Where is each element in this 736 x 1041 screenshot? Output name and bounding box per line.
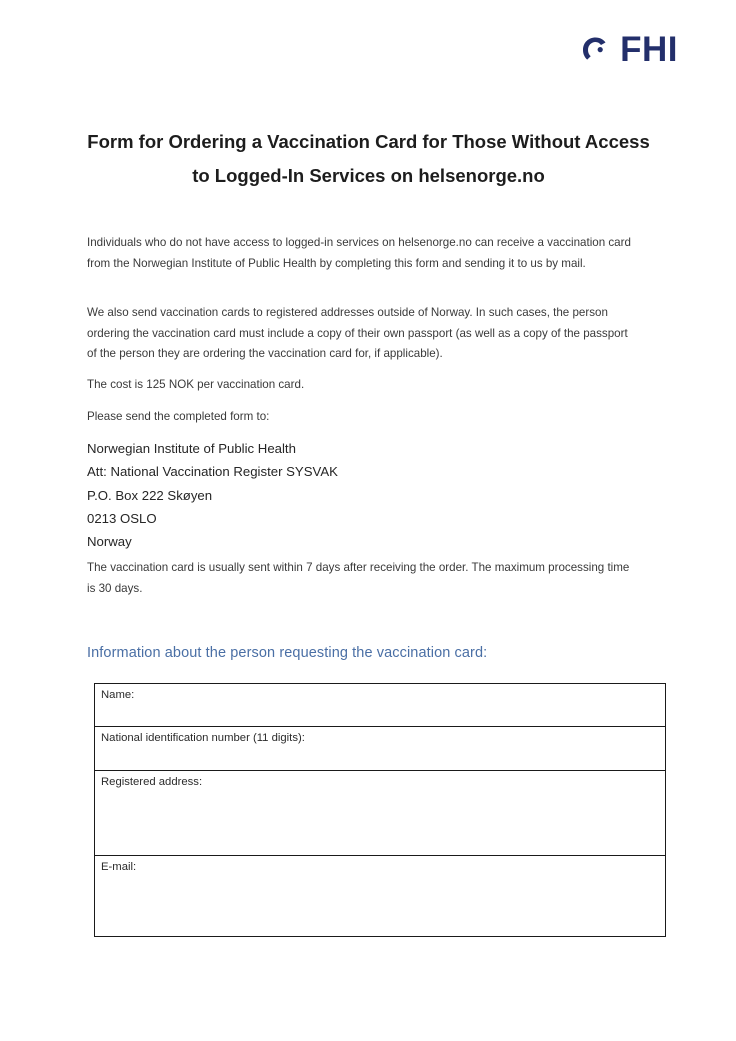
intro-paragraph-2: We also send vaccination cards to registered addresses outside of Norway. In such cases, the person ordering the vaccination card must include a copy of their own passport (as well as a copy of the passport of the person they are ordering the vaccination card for, if applicable). (87, 306, 628, 361)
address-line-5: Norway (87, 534, 132, 550)
requester-information-table (94, 683, 666, 937)
address-line-1: Norwegian Institute of Public Health (87, 441, 296, 456)
fhi-logo (578, 32, 678, 67)
form-row[interactable] (95, 684, 665, 727)
form-row[interactable] (95, 771, 665, 856)
processing-time-paragraph: The vaccination card is usually sent within 7 days after receiving the order. The maximum processing time is 30 days. (87, 561, 630, 595)
national-id-field-label: National identification number (11 digits): (101, 732, 305, 744)
send-to-paragraph: Please send the completed form to: (87, 410, 270, 423)
page-title: Form for Ordering a Vaccination Card for Those Without Access to Logged-In Services on helsenorge.no (87, 131, 650, 187)
address-line-2: Att: National Vaccination Register SYSVAK (87, 464, 338, 480)
intro-paragraph-1: Individuals who do not have access to logged-in services on helsenorge.no can receive a vaccination card from the Norwegian Institute of Public Health by completing this form and sending it to us by mail. (87, 236, 631, 270)
form-row[interactable] (95, 727, 665, 771)
cost-paragraph: The cost is 125 NOK per vaccination card. (87, 378, 305, 391)
registered-address-field-label: Registered address: (101, 776, 203, 788)
section-heading: Information about the person requesting the vaccination card: (87, 645, 488, 661)
fhi-bird-icon (578, 33, 612, 67)
mailing-address (87, 437, 633, 554)
name-field-label: Name: (101, 689, 135, 701)
form-row[interactable] (95, 856, 665, 937)
address-line-3: P.O. Box 222 Skøyen (87, 487, 213, 503)
address-line-4: 0213 OSLO (87, 511, 157, 527)
fhi-logo-text: FHI (620, 30, 678, 69)
email-field-label: E-mail: (101, 861, 137, 873)
